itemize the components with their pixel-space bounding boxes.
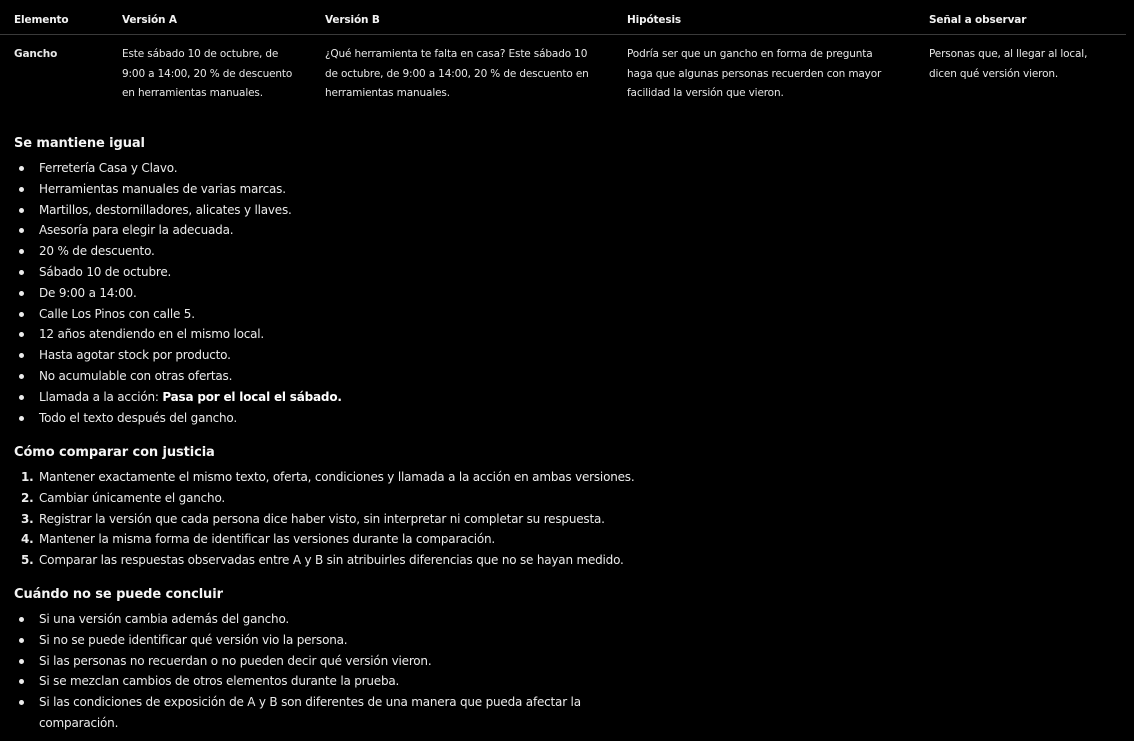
list-text: Registrar la versión que cada persona dice haber visto, sin interpretar ni completar su respuesta. (39, 511, 605, 526)
list-item: Si no se puede identificar qué versión vio la persona. (14, 630, 599, 651)
cell-version-b: ¿Qué herramienta te falta en casa? Este sábado 10 de octubre, de 9:00 a 14:00, 20 % de descuento en herramientas manuales. (325, 48, 589, 99)
list-text: Comparar las respuestas observadas entre A y B sin atribuirles diferencias que no se hayan medido. (39, 553, 624, 568)
section-title-same: Se mantiene igual (14, 136, 145, 151)
cell-version-a: Este sábado 10 de octubre, de 9:00 a 14:00, 20 % de descuento en herramientas manuales. (122, 48, 293, 99)
list-item: Si una versión cambia además del gancho. (14, 609, 599, 630)
cell-hipotesis: Podría ser que un gancho en forma de pregunta haga que algunas personas recuerden con mayor facilidad la versión que vieron. (627, 48, 882, 99)
list-item: Sábado 10 de octubre. (14, 262, 342, 283)
list-item: Herramientas manuales de varias marcas. (14, 179, 342, 200)
list-item: 20 % de descuento. (14, 241, 342, 262)
section-title-cannot: Cuándo no se puede concluir (14, 587, 223, 602)
table-header-row (0, 5, 1126, 35)
list-text: Mantener la misma forma de identificar las versiones durante la comparación. (39, 532, 496, 547)
cta-prefix: Llamada a la acción: (39, 389, 163, 404)
list-number: 2. (21, 490, 34, 505)
list-item: De 9:00 a 14:00. (14, 283, 342, 304)
list-item: 12 años atendiendo en el mismo local. (14, 324, 342, 345)
list-item: Asesoría para elegir la adecuada. (14, 220, 342, 241)
cell-senal: Personas que, al llegar al local, dicen qué versión vieron. (929, 48, 1088, 80)
list-item: Si se mezclan cambios de otros elementos durante la prueba. (14, 671, 599, 692)
list-item (14, 529, 634, 550)
list-item: Todo el texto después del gancho. (14, 408, 342, 429)
list-text: Cambiar únicamente el gancho. (39, 490, 226, 505)
list-number: 5. (21, 553, 34, 568)
header-version-a: Versión A (108, 5, 311, 35)
cannot-list (14, 609, 599, 734)
header-senal: Señal a observar (915, 5, 1126, 35)
list-item: Si las personas no recuerdan o no pueden decir qué versión vieron. (14, 651, 599, 672)
header-hipotesis: Hipótesis (613, 5, 915, 35)
compare-list (14, 467, 634, 571)
list-number: 3. (21, 511, 34, 526)
header-elemento: Elemento (0, 5, 108, 35)
list-item: Calle Los Pinos con calle 5. (14, 304, 342, 325)
cta-bold-text: Pasa por el local el sábado. (162, 389, 342, 404)
list-item: Hasta agotar stock por producto. (14, 345, 342, 366)
list-item-cta (14, 387, 342, 408)
ab-comparison-table (0, 5, 1126, 110)
list-item: No acumulable con otras ofertas. (14, 366, 342, 387)
list-item (14, 509, 634, 530)
cell-elemento: Gancho (14, 48, 58, 60)
list-item: Si las condiciones de exposición de A y B son diferentes de una manera que pueda afectar la comparación. (14, 692, 599, 734)
list-number: 4. (21, 532, 34, 547)
list-item (14, 488, 634, 509)
list-item (14, 550, 634, 571)
same-list (14, 158, 342, 428)
table-row (0, 35, 1126, 110)
list-item: Ferretería Casa y Clavo. (14, 158, 342, 179)
header-version-b: Versión B (311, 5, 613, 35)
list-number: 1. (21, 470, 34, 484)
section-title-compare: Cómo comparar con justicia (14, 445, 215, 460)
list-item: Martillos, destornilladores, alicates y llaves. (14, 200, 342, 221)
list-text: Mantener exactamente el mismo texto, oferta, condiciones y llamada a la acción en ambas versiones. (39, 470, 635, 484)
list-item (14, 467, 634, 488)
